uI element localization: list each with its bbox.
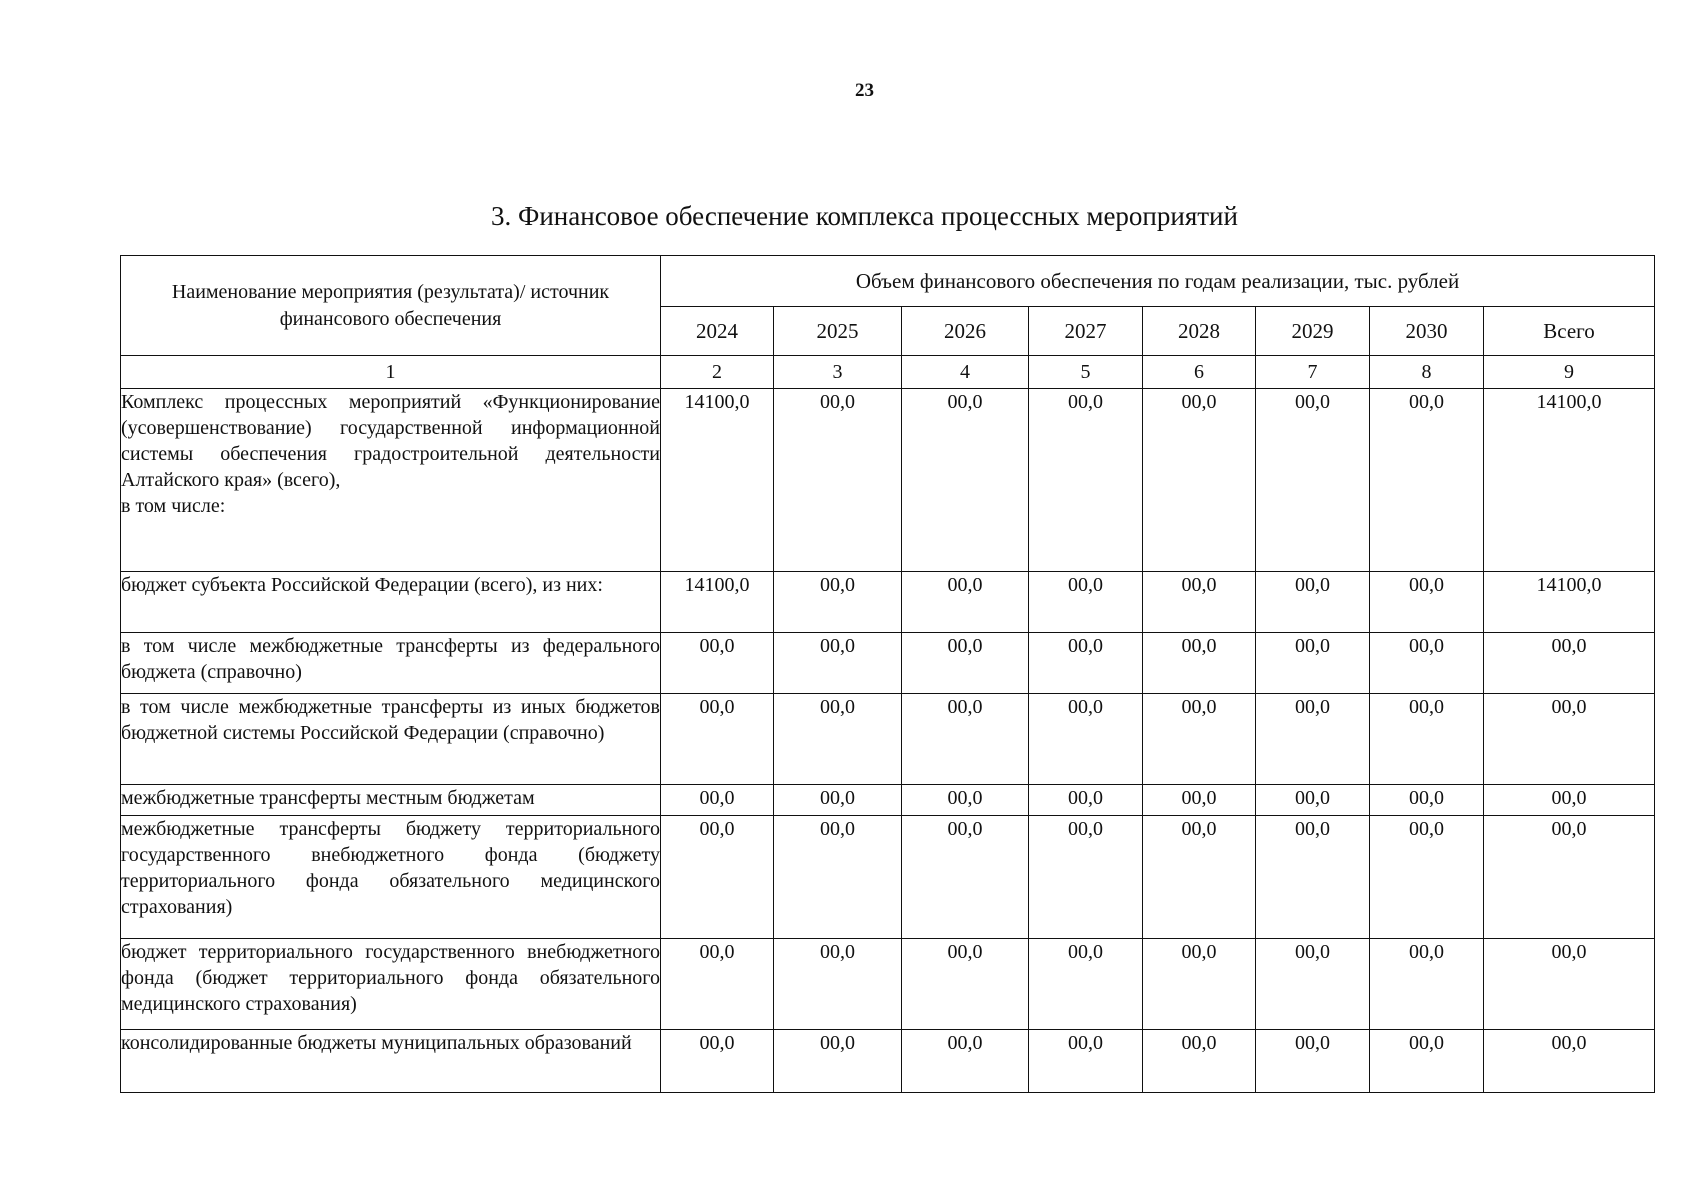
value-cell: 00,0 — [1143, 939, 1256, 1030]
total-cell: 00,0 — [1484, 633, 1655, 694]
value-cell: 00,0 — [902, 785, 1029, 816]
value-cell: 00,0 — [1370, 939, 1484, 1030]
table-row — [121, 1030, 1655, 1093]
value-cell: 00,0 — [661, 816, 774, 939]
value-cell: 00,0 — [1370, 785, 1484, 816]
value-cell: 00,0 — [1143, 1030, 1256, 1093]
total-cell: 00,0 — [1484, 939, 1655, 1030]
row-name-cell: межбюджетные трансферты бюджету территориального государственного внебюджетного фонда (бюджету территориального фонда обязательного медицинского страхования) — [121, 816, 661, 939]
value-cell: 00,0 — [902, 939, 1029, 1030]
header-year: 2024 — [661, 307, 774, 356]
header-year: 2029 — [1256, 307, 1370, 356]
value-cell: 00,0 — [774, 1030, 902, 1093]
value-cell: 00,0 — [1256, 694, 1370, 785]
value-cell: 00,0 — [1029, 1030, 1143, 1093]
value-cell: 00,0 — [774, 939, 902, 1030]
value-cell: 00,0 — [902, 633, 1029, 694]
table-row — [121, 633, 1655, 694]
value-cell: 00,0 — [902, 816, 1029, 939]
total-cell: 00,0 — [1484, 694, 1655, 785]
value-cell: 00,0 — [1029, 389, 1143, 572]
value-cell: 00,0 — [774, 633, 902, 694]
column-number: 1 — [121, 356, 661, 389]
row-name-cell: консолидированные бюджеты муниципальных образований — [121, 1030, 661, 1093]
total-cell: 00,0 — [1484, 816, 1655, 939]
value-cell: 00,0 — [774, 572, 902, 633]
value-cell: 00,0 — [774, 816, 902, 939]
value-cell: 00,0 — [902, 572, 1029, 633]
value-cell: 00,0 — [1256, 816, 1370, 939]
value-cell: 00,0 — [1029, 785, 1143, 816]
value-cell: 00,0 — [1143, 633, 1256, 694]
value-cell: 00,0 — [1143, 572, 1256, 633]
column-number: 8 — [1370, 356, 1484, 389]
value-cell: 00,0 — [661, 939, 774, 1030]
page-number: 23 — [855, 80, 874, 101]
value-cell: 00,0 — [1029, 633, 1143, 694]
value-cell: 00,0 — [1370, 1030, 1484, 1093]
value-cell: 00,0 — [1143, 694, 1256, 785]
table-row — [121, 572, 1655, 633]
value-cell: 00,0 — [1029, 816, 1143, 939]
value-cell: 00,0 — [661, 633, 774, 694]
header-name-column: Наименование мероприятия (результата)/ источник финансового обеспечения — [121, 256, 661, 356]
value-cell: 00,0 — [661, 1030, 774, 1093]
total-cell: 00,0 — [1484, 785, 1655, 816]
value-cell: 00,0 — [1143, 785, 1256, 816]
total-cell: 14100,0 — [1484, 389, 1655, 572]
value-cell: 00,0 — [1256, 1030, 1370, 1093]
table-row — [121, 389, 1655, 572]
value-cell: 00,0 — [1370, 816, 1484, 939]
value-cell: 00,0 — [774, 785, 902, 816]
row-name: Комплекс процессных мероприятий «Функционирование (усовершенствование) государственной информационной системы обеспечения градостроительной деятельности Алтайского края» (всего), — [121, 391, 660, 491]
header-total: Всего — [1484, 307, 1655, 356]
table-row — [121, 816, 1655, 939]
column-number: 9 — [1484, 356, 1655, 389]
value-cell: 00,0 — [1256, 633, 1370, 694]
value-cell: 00,0 — [774, 694, 902, 785]
value-cell: 00,0 — [774, 389, 902, 572]
value-cell: 00,0 — [1029, 694, 1143, 785]
value-cell: 14100,0 — [661, 389, 774, 572]
row-name-cell: межбюджетные трансферты местным бюджетам — [121, 785, 661, 816]
value-cell: 00,0 — [1256, 785, 1370, 816]
column-number: 6 — [1143, 356, 1256, 389]
column-number: 7 — [1256, 356, 1370, 389]
table-row — [121, 785, 1655, 816]
row-name-continuation: в том числе: — [121, 495, 226, 517]
header-year: 2030 — [1370, 307, 1484, 356]
column-number: 3 — [774, 356, 902, 389]
value-cell: 00,0 — [1370, 389, 1484, 572]
row-name-cell: в том числе межбюджетные трансферты из федерального бюджета (справочно) — [121, 633, 661, 694]
financing-table — [120, 255, 1655, 1093]
table-row — [121, 694, 1655, 785]
column-number: 2 — [661, 356, 774, 389]
value-cell: 00,0 — [661, 785, 774, 816]
total-cell: 00,0 — [1484, 1030, 1655, 1093]
header-year: 2026 — [902, 307, 1029, 356]
column-number: 5 — [1029, 356, 1143, 389]
value-cell: 00,0 — [1370, 572, 1484, 633]
value-cell: 00,0 — [661, 694, 774, 785]
value-cell: 00,0 — [1256, 939, 1370, 1030]
value-cell: 00,0 — [1143, 389, 1256, 572]
value-cell: 00,0 — [1256, 572, 1370, 633]
row-name-cell: в том числе межбюджетные трансферты из иных бюджетов бюджетной системы Российской Федерации (справочно) — [121, 694, 661, 785]
row-name-cell: бюджет субъекта Российской Федерации (всего), из них: — [121, 572, 661, 633]
row-name-cell: бюджет территориального государственного внебюджетного фонда (бюджет территориального фонда обязательного медицинского страхования) — [121, 939, 661, 1030]
row-name-cell — [121, 389, 661, 572]
column-number: 4 — [902, 356, 1029, 389]
header-year: 2025 — [774, 307, 902, 356]
header-year: 2027 — [1029, 307, 1143, 356]
header-year: 2028 — [1143, 307, 1256, 356]
section-title: 3. Финансовое обеспечение комплекса процессных мероприятий — [491, 201, 1238, 231]
table-row — [121, 939, 1655, 1030]
value-cell: 00,0 — [1029, 572, 1143, 633]
total-cell: 14100,0 — [1484, 572, 1655, 633]
value-cell: 00,0 — [1370, 633, 1484, 694]
value-cell: 00,0 — [902, 694, 1029, 785]
value-cell: 00,0 — [1029, 939, 1143, 1030]
value-cell: 00,0 — [902, 1030, 1029, 1093]
value-cell: 00,0 — [1143, 816, 1256, 939]
value-cell: 00,0 — [902, 389, 1029, 572]
value-cell: 00,0 — [1256, 389, 1370, 572]
header-funding-volume: Объем финансового обеспечения по годам реализации, тыс. рублей — [661, 256, 1655, 307]
value-cell: 14100,0 — [661, 572, 774, 633]
value-cell: 00,0 — [1370, 694, 1484, 785]
